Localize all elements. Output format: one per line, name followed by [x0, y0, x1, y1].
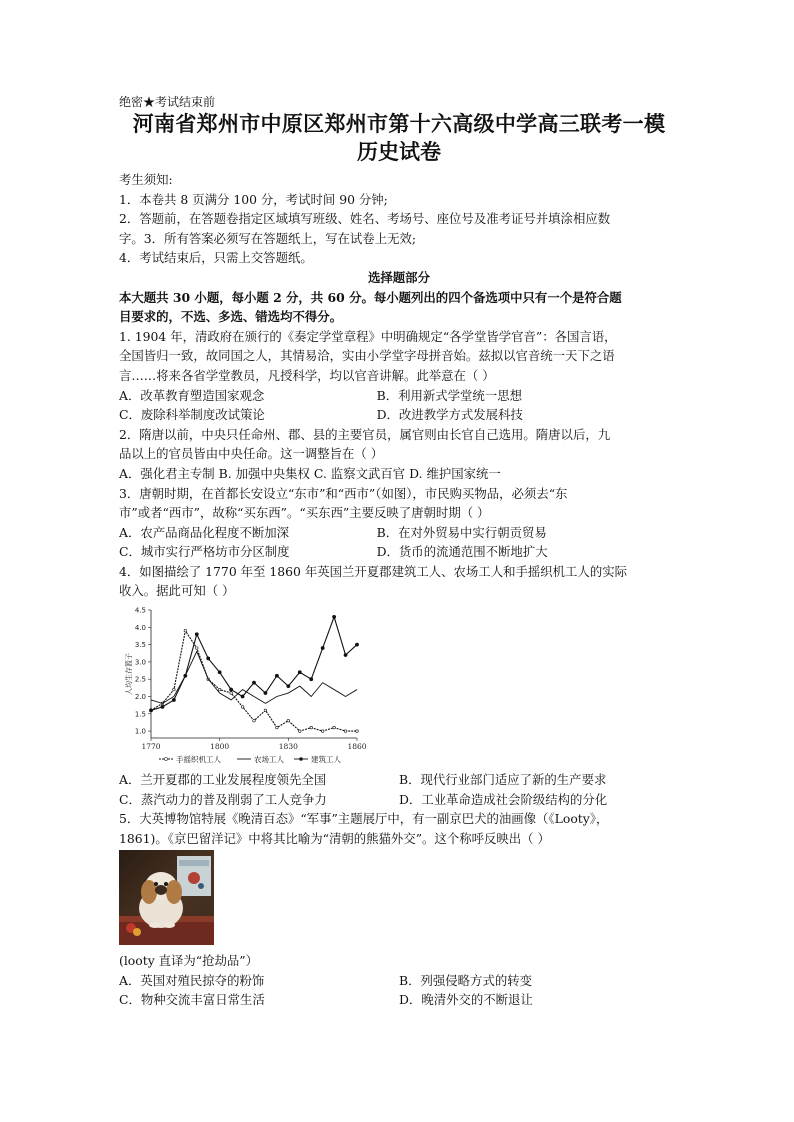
exam-page: [119, 94, 679, 1010]
series-point-1: [264, 709, 267, 712]
option-d: D．晚清外交的不断退让: [399, 992, 533, 1008]
exam-subtitle: 历史试卷: [357, 139, 441, 164]
question-2: [119, 425, 679, 484]
legend-marker: [165, 758, 168, 761]
series-point-1: [276, 726, 279, 729]
series-point-1: [173, 688, 176, 691]
option-d: D．改进教学方式发展科技: [376, 407, 523, 423]
legend-marker: [300, 758, 303, 761]
option-b: B．列强侵略方式的转变: [399, 972, 533, 988]
x-tick-label: 1800: [210, 742, 230, 752]
question-stem: 收入。据此可知（ ）: [119, 583, 235, 599]
series-point-1: [218, 688, 221, 691]
series-point-3: [287, 685, 290, 688]
exam-title: 河南省郑州市中原区郑州市第十六高级中学高三联考一模: [132, 111, 666, 136]
y-tick-label: 1.5: [134, 710, 146, 719]
series-point-3: [298, 671, 301, 674]
notice-block: [119, 170, 679, 268]
question-stem: 市”或者“西市”，故称“买东西”。“买东西”主要反映了唐朝时期（ ）: [119, 505, 490, 521]
question-stem: 品以上的官员皆由中央任命。这一调整旨在（ ）: [119, 446, 384, 462]
series-point-1: [287, 719, 290, 722]
looty-painting-image: [119, 850, 214, 945]
section-title: 选择题部分: [368, 269, 430, 285]
option-d: D．货币的流通范围不断地扩大: [376, 544, 548, 560]
legend-label: 农场工人: [254, 755, 284, 765]
question-5: [119, 809, 679, 1010]
x-tick-label: 1860: [347, 742, 367, 752]
notice-heading: 考生须知:: [119, 172, 173, 187]
series-point-3: [218, 671, 221, 674]
y-tick-label: 4.0: [134, 623, 146, 632]
options-row: A．强化君主专制 B. 加强中央集权 C. 监察文武百官 D. 维护国家统一: [119, 465, 501, 481]
series-point-1: [253, 719, 256, 722]
question-stem: 2．隋唐以前，中央只任命州、郡、县的主要官员，属官则由长官自己选用。隋唐以后，九: [119, 426, 611, 442]
question-stem: 1861)。《京巴留洋记》中将其比喻为“清朝的熊猫外交”。这个称呼反映出（ ）: [119, 830, 550, 846]
y-axis-label: 人均生存篮子: [125, 653, 133, 696]
series-point-3: [252, 681, 255, 684]
question-4: [119, 562, 679, 809]
series-point-3: [172, 698, 175, 701]
option-c: C．蒸汽动力的普及削弱了工人竞争力: [119, 791, 327, 807]
question-stem: 3．唐朝时期，在首都长安设立“东市”和“西市”（如图），市民购买物品，必须去“东: [119, 485, 568, 501]
x-tick-label: 1830: [278, 742, 298, 752]
option-c: C．城市实行严格坊市分区制度: [119, 544, 290, 560]
question-stem: 4．如图描绘了 1770 年至 1860 年英国兰开夏郡建筑工人、农场工人和手摇织机工人的实际: [119, 563, 627, 579]
option-d: D．工业革命造成社会阶级结构的分化: [399, 791, 608, 807]
series-point-1: [184, 630, 187, 633]
y-tick-label: 2.5: [134, 675, 146, 684]
option-b: B．在对外贸易中实行朝贡贸易: [376, 524, 547, 540]
series-point-3: [310, 678, 313, 681]
income-chart-svg: [119, 604, 367, 770]
series-point-1: [195, 647, 198, 650]
image-caption: (looty 直译为“抢劫品”）: [119, 953, 259, 969]
section-instructions: 本大题共 30 小题，每小题 2 分，共 60 分。每小题列出的四个备选项中只有一个是符合题: [119, 289, 622, 305]
y-tick-label: 3.5: [134, 641, 146, 650]
series-point-3: [195, 633, 198, 636]
y-tick-label: 2.0: [134, 693, 146, 702]
series-point-3: [264, 691, 267, 694]
series-point-3: [241, 695, 244, 698]
y-tick-label: 3.0: [134, 658, 146, 667]
question-1: [119, 327, 679, 425]
series-point-3: [149, 709, 152, 712]
option-a: A．兰开夏郡的工业发展程度领先全国: [119, 772, 327, 788]
series-line-2: [151, 652, 357, 704]
x-tick-label: 1770: [141, 742, 161, 752]
question-3: [119, 484, 679, 562]
series-point-3: [184, 674, 187, 677]
series-point-3: [207, 657, 210, 660]
series-point-3: [275, 674, 278, 677]
question-stem: 言……将来各省学堂教员，凡授科学，均以官音讲解。此举意在（ ）: [119, 367, 495, 383]
series-point-3: [161, 705, 164, 708]
notice-line: 4．考试结束后，只需上交答题纸。: [119, 250, 313, 266]
secret-mark: 绝密★考试结束前: [119, 95, 216, 109]
series-point-1: [333, 726, 336, 729]
legend-label: 建筑工人: [311, 755, 341, 765]
notice-line: 1．本卷共 8 页满分 100 分，考试时间 90 分钟;: [119, 191, 388, 207]
y-tick-label: 4.5: [134, 606, 146, 615]
notice-line: 2．答题前，在答题卷指定区域填写班级、姓名、考场号、座位号及准考证号并填涂相应数: [119, 211, 611, 227]
series-point-1: [241, 706, 244, 709]
option-c: C．废除科举制度改试策论: [119, 407, 265, 423]
series-point-1: [356, 730, 359, 733]
question-stem: 5．大英博物馆特展《晚清百态》“军事”主题展厅中，有一副京巴犬的油画像（《Looty》，: [119, 811, 609, 827]
option-a: A．英国对殖民掠夺的粉饰: [119, 972, 265, 988]
option-b: B．现代行业部门适应了新的生产要求: [399, 772, 607, 788]
option-a: A．改革教育塑造国家观念: [119, 387, 265, 403]
option-b: B．利用新式学堂统一思想: [376, 387, 522, 403]
series-point-3: [333, 615, 336, 618]
series-point-3: [355, 643, 358, 646]
legend-label: 手摇织机工人: [176, 755, 221, 765]
series-point-3: [344, 653, 347, 656]
series-point-1: [310, 726, 313, 729]
question-stem: 全国皆归一致，故同国之人，其情易洽，实由小学堂字母拼音始。兹拟以官音统一天下之语: [119, 348, 615, 364]
series-point-1: [321, 730, 324, 733]
option-a: A．农产品商品化程度不断加深: [119, 524, 290, 540]
notice-line: 字。3．所有答案必须写在答题纸上，写在试卷上无效;: [119, 230, 417, 246]
question-stem: 1. 1904 年，清政府在颁行的《奏定学堂章程》中明确规定“各学堂皆学官音”：各国言语，: [119, 328, 617, 344]
section-instructions: 目要求的，不选、多选、错选均不得分。: [119, 309, 343, 325]
series-point-1: [344, 730, 347, 733]
series-point-3: [230, 688, 233, 691]
series-point-1: [298, 730, 301, 733]
series-point-1: [230, 692, 233, 695]
income-chart: [119, 604, 367, 770]
option-c: C．物种交流丰富日常生活: [119, 992, 265, 1008]
series-point-3: [321, 647, 324, 650]
y-tick-label: 1.0: [134, 727, 146, 736]
